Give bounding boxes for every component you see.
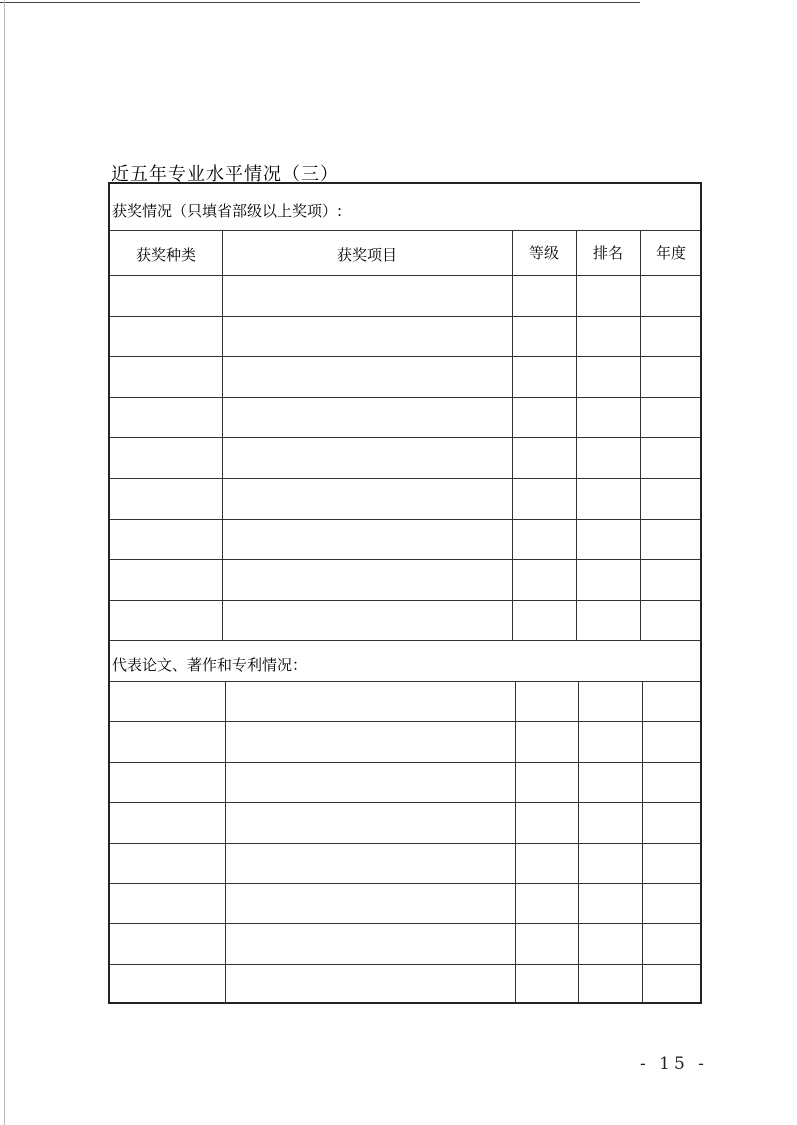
paper-grade-cell[interactable] <box>515 965 578 1004</box>
paper-row <box>110 844 700 883</box>
paper-grade-cell[interactable] <box>515 803 578 842</box>
form-table <box>108 182 702 1004</box>
page-title: 近五年专业水平情况（三） <box>111 164 339 185</box>
rank-cell[interactable] <box>576 398 640 438</box>
paper-rank-cell[interactable] <box>578 763 642 802</box>
award-type-cell[interactable] <box>110 276 222 316</box>
paper-row <box>110 924 700 963</box>
award-type-cell[interactable] <box>110 398 222 438</box>
paper-row <box>110 682 700 721</box>
paper-year-cell[interactable] <box>642 844 702 883</box>
paper-type-cell[interactable] <box>110 803 225 842</box>
award-project-cell[interactable] <box>222 560 512 600</box>
paper-type-cell[interactable] <box>110 682 225 721</box>
rank-cell[interactable] <box>576 317 640 357</box>
year-cell[interactable] <box>640 520 702 560</box>
paper-grade-cell[interactable] <box>515 884 578 923</box>
rank-cell[interactable] <box>576 601 640 641</box>
award-row <box>110 438 700 478</box>
header-award-project: 获奖项目 <box>336 246 397 264</box>
paper-rank-cell[interactable] <box>578 924 642 963</box>
paper-grade-cell[interactable] <box>515 682 578 721</box>
rank-cell[interactable] <box>576 479 640 519</box>
paper-type-cell[interactable] <box>110 884 225 923</box>
award-row <box>110 479 700 519</box>
year-cell[interactable] <box>640 438 702 478</box>
scan-edge <box>4 0 5 1125</box>
grade-cell[interactable] <box>512 601 576 641</box>
award-type-cell[interactable] <box>110 317 222 357</box>
paper-grade-cell[interactable] <box>515 844 578 883</box>
award-row <box>110 601 700 641</box>
award-row <box>110 560 700 600</box>
award-project-cell[interactable] <box>222 317 512 357</box>
rank-cell[interactable] <box>576 560 640 600</box>
award-row <box>110 276 700 316</box>
header-grade: 等级 <box>528 244 559 262</box>
paper-row <box>110 965 700 1004</box>
paper-row <box>110 722 700 761</box>
page-number: - 15 - <box>640 1054 708 1074</box>
paper-title-cell[interactable] <box>225 884 515 923</box>
award-project-cell[interactable] <box>222 479 512 519</box>
year-cell[interactable] <box>640 601 702 641</box>
papers-section-label: 代表论文、著作和专利情况： <box>112 656 308 674</box>
paper-title-cell[interactable] <box>225 965 515 1004</box>
rank-cell[interactable] <box>576 520 640 560</box>
paper-grade-cell[interactable] <box>515 924 578 963</box>
paper-type-cell[interactable] <box>110 722 225 761</box>
paper-rank-cell[interactable] <box>578 965 642 1004</box>
paper-title-cell[interactable] <box>225 803 515 842</box>
paper-grade-cell[interactable] <box>515 763 578 802</box>
grade-cell[interactable] <box>512 317 576 357</box>
rank-cell[interactable] <box>576 438 640 478</box>
paper-year-cell[interactable] <box>642 763 702 802</box>
paper-year-cell[interactable] <box>642 682 702 721</box>
rank-cell[interactable] <box>576 276 640 316</box>
award-type-cell[interactable] <box>110 520 222 560</box>
award-project-cell[interactable] <box>222 601 512 641</box>
header-year: 年度 <box>655 244 686 262</box>
grade-cell[interactable] <box>512 520 576 560</box>
paper-rank-cell[interactable] <box>578 884 642 923</box>
paper-grade-cell[interactable] <box>515 722 578 761</box>
paper-year-cell[interactable] <box>642 884 702 923</box>
paper-year-cell[interactable] <box>642 722 702 761</box>
paper-title-cell[interactable] <box>225 682 515 721</box>
paper-row <box>110 884 700 923</box>
award-project-cell[interactable] <box>222 276 512 316</box>
award-row <box>110 398 700 438</box>
award-row <box>110 520 700 560</box>
award-project-cell[interactable] <box>222 438 512 478</box>
award-type-cell[interactable] <box>110 560 222 600</box>
year-cell[interactable] <box>640 276 702 316</box>
grade-cell[interactable] <box>512 438 576 478</box>
header-rank: 排名 <box>592 244 623 262</box>
awards-section-label: 获奖情况（只填省部级以上奖项）: <box>112 202 343 220</box>
paper-year-cell[interactable] <box>642 965 702 1004</box>
award-project-cell[interactable] <box>222 357 512 397</box>
grade-cell[interactable] <box>512 560 576 600</box>
paper-rank-cell[interactable] <box>578 844 642 883</box>
award-type-cell[interactable] <box>110 438 222 478</box>
award-project-cell[interactable] <box>222 398 512 438</box>
paper-type-cell[interactable] <box>110 965 225 1004</box>
paper-title-cell[interactable] <box>225 844 515 883</box>
award-row <box>110 317 700 357</box>
paper-type-cell[interactable] <box>110 763 225 802</box>
grade-cell[interactable] <box>512 357 576 397</box>
award-type-cell[interactable] <box>110 479 222 519</box>
year-cell[interactable] <box>640 357 702 397</box>
paper-row <box>110 803 700 842</box>
year-cell[interactable] <box>640 560 702 600</box>
paper-rank-cell[interactable] <box>578 722 642 761</box>
award-row <box>110 357 700 397</box>
grade-cell[interactable] <box>512 479 576 519</box>
paper-row <box>110 763 700 802</box>
paper-type-cell[interactable] <box>110 924 225 963</box>
grade-cell[interactable] <box>512 276 576 316</box>
year-cell[interactable] <box>640 479 702 519</box>
paper-title-cell[interactable] <box>225 763 515 802</box>
rank-cell[interactable] <box>576 357 640 397</box>
year-cell[interactable] <box>640 398 702 438</box>
paper-rank-cell[interactable] <box>578 803 642 842</box>
top-rule <box>0 2 640 3</box>
section-divider <box>110 230 700 231</box>
paper-year-cell[interactable] <box>642 803 702 842</box>
paper-year-cell[interactable] <box>642 924 702 963</box>
year-cell[interactable] <box>640 317 702 357</box>
award-type-cell[interactable] <box>110 601 222 641</box>
paper-rank-cell[interactable] <box>578 682 642 721</box>
grade-cell[interactable] <box>512 398 576 438</box>
paper-type-cell[interactable] <box>110 844 225 883</box>
header-award-type: 获奖种类 <box>135 246 196 264</box>
award-type-cell[interactable] <box>110 357 222 397</box>
paper-title-cell[interactable] <box>225 924 515 963</box>
award-project-cell[interactable] <box>222 520 512 560</box>
paper-title-cell[interactable] <box>225 722 515 761</box>
